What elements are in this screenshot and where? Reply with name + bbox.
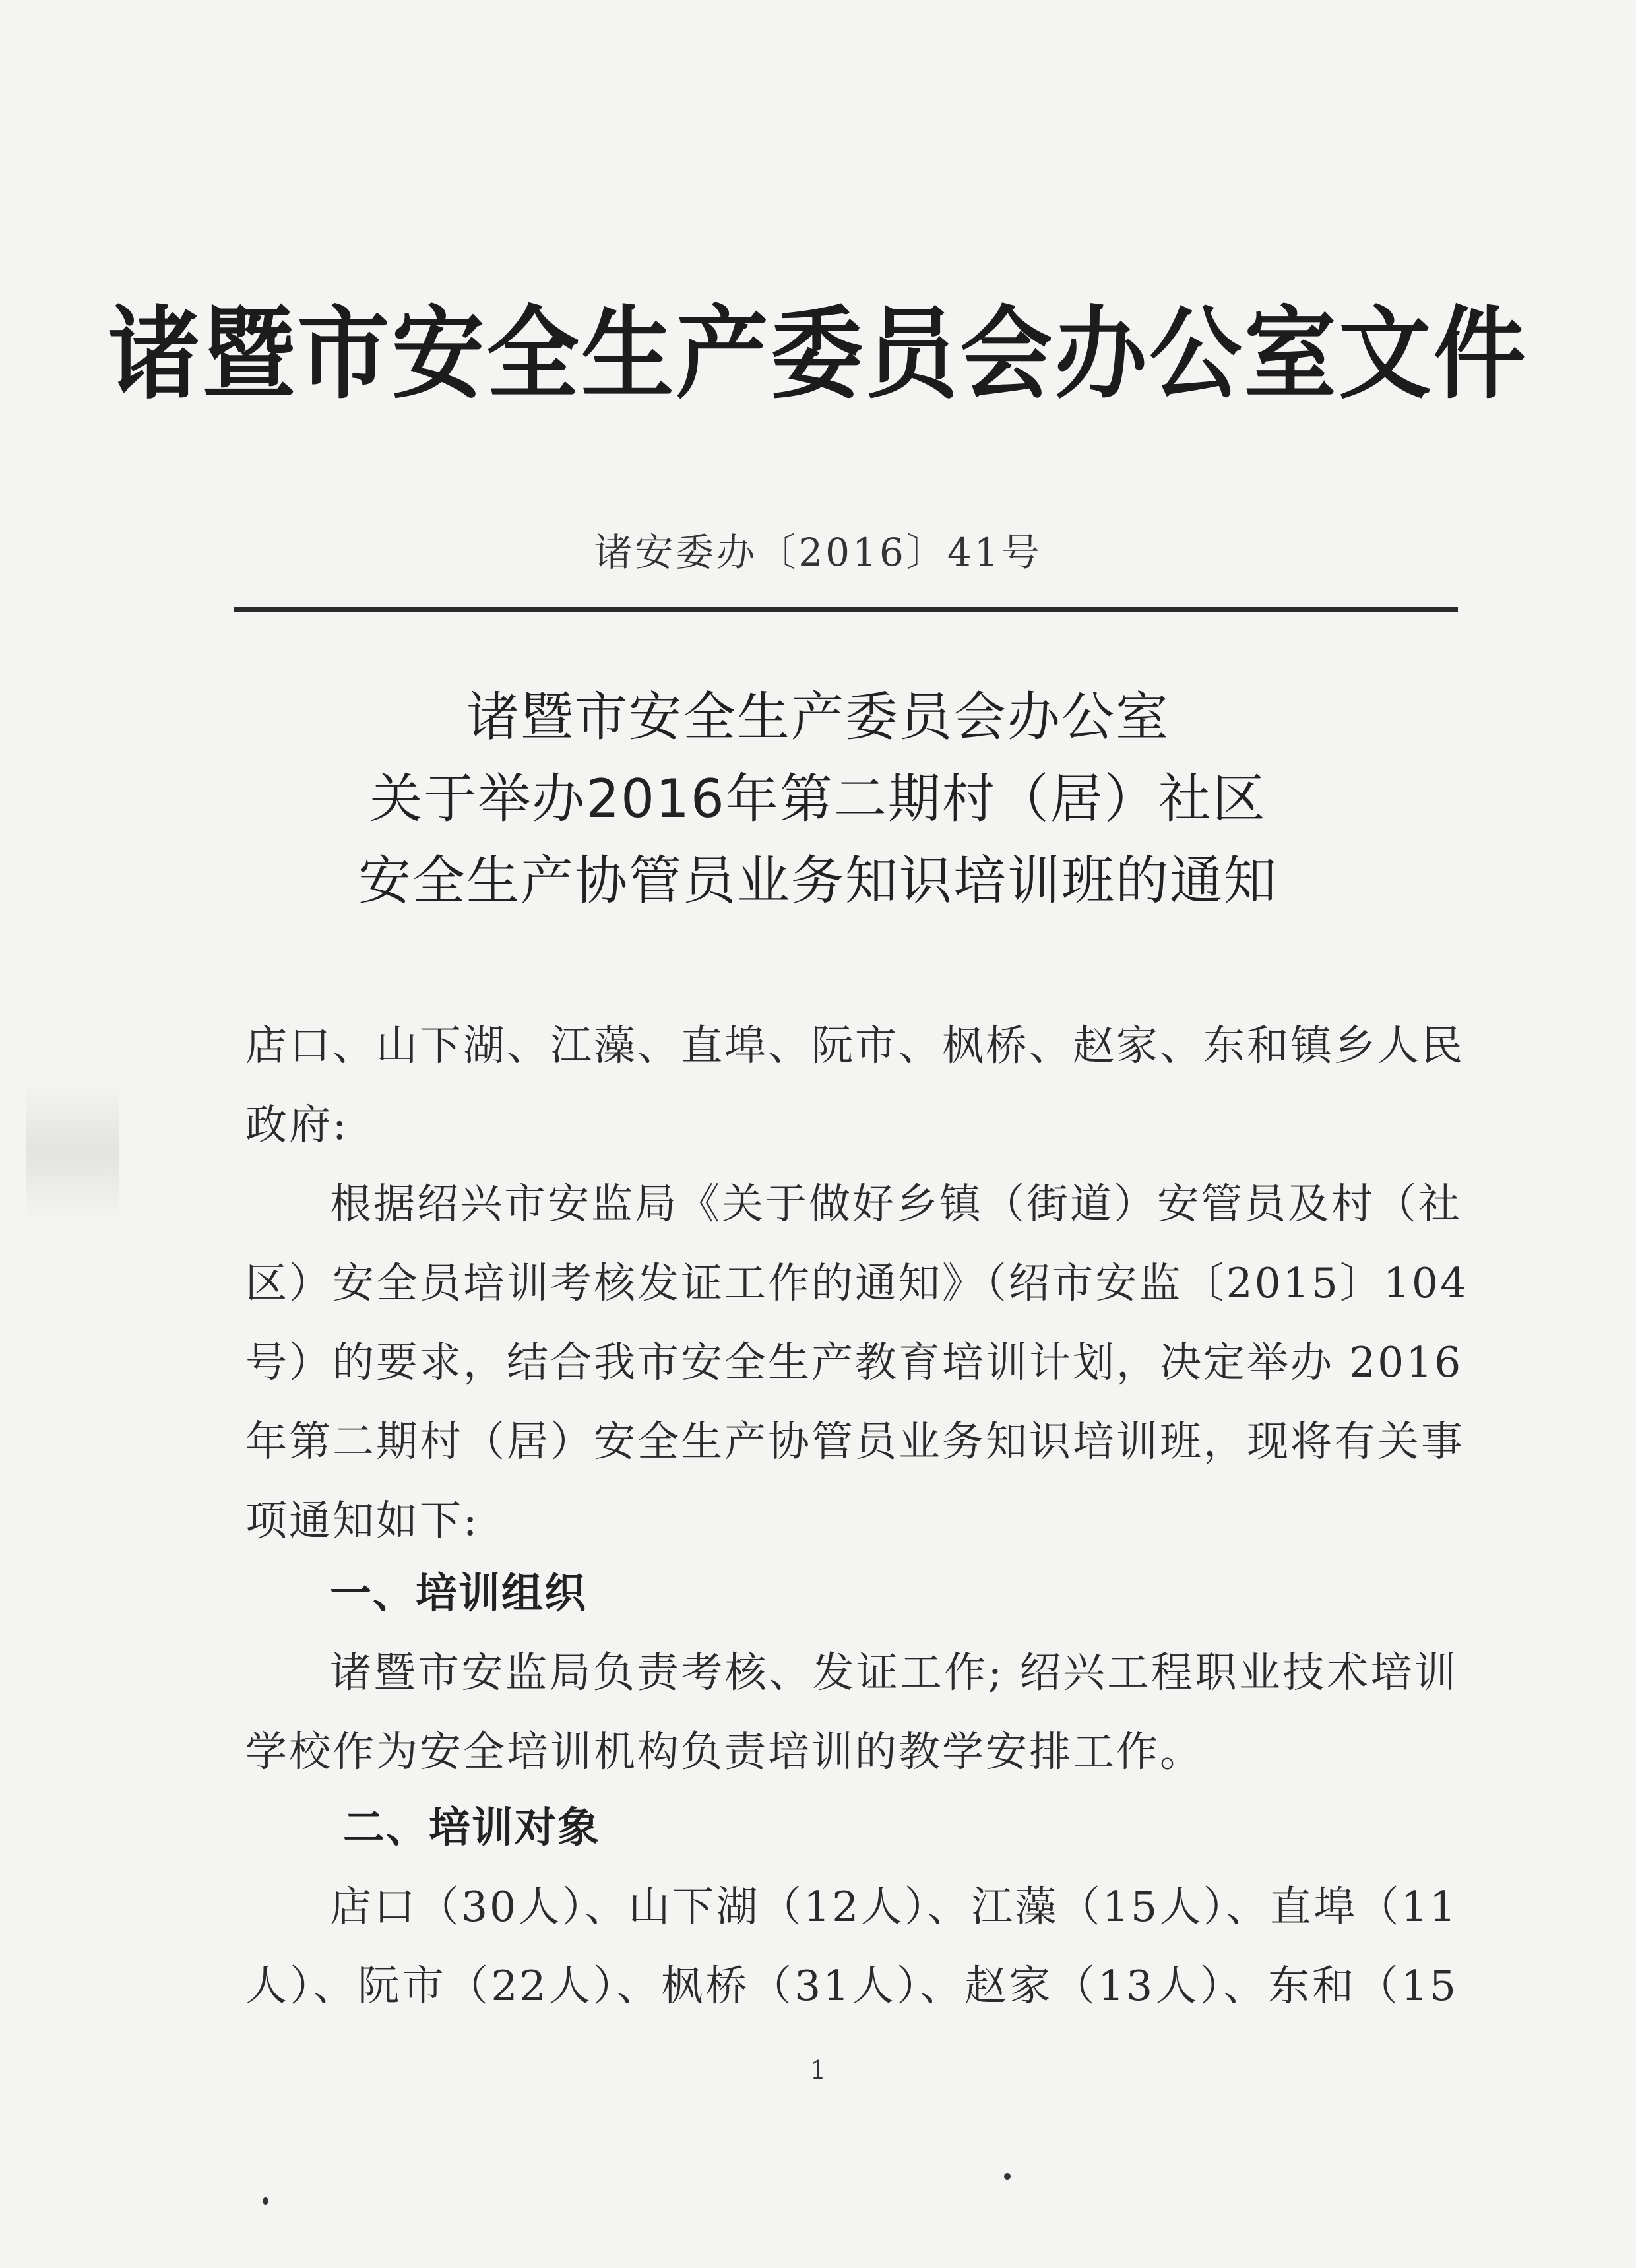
paragraph-1-line-1: 根据绍兴市安监局《关于做好乡镇（街道）安管员及村（社 (330, 1180, 1462, 1228)
paragraph-1-line-5: 项通知如下: (245, 1497, 480, 1545)
scan-speck (1004, 2173, 1011, 2180)
scan-speck (263, 2197, 268, 2205)
paragraph-1-line-3: 号）的要求，结合我市安全生产教育培训计划，决定举办 2016 (245, 1338, 1463, 1386)
section-2-line-1: 店口（30人）、山下湖（12人）、江藻（15人）、直埠（11 (330, 1883, 1458, 1931)
notice-title (0, 676, 1636, 922)
page-number: 1 (809, 2056, 827, 2085)
header-divider (234, 607, 1458, 612)
section-1-heading: 一、培训组织 (330, 1569, 587, 1617)
notice-title-line-1: 诸暨市安全生产委员会办公室 (466, 686, 1170, 748)
recipient-line-2: 政府: (245, 1101, 349, 1149)
notice-title-line-2: 关于举办2016年第二期村（居）社区 (369, 768, 1267, 829)
section-1-line-2: 学校作为安全培训机构负责培训的教学安排工作。 (245, 1728, 1203, 1776)
paragraph-1-line-4: 年第二期村（居）安全生产协管员业务知识培训班，现将有关事 (245, 1417, 1464, 1466)
section-2-line-2: 人）、阮市（22人）、枫桥（31人）、赵家（13人）、东和（15 (245, 1962, 1458, 2010)
document-header-title: 诸暨市安全生产委员会办公室文件 (108, 296, 1528, 412)
recipient-line-1: 店口、山下湖、江藻、直埠、阮市、枫桥、赵家、东和镇乡人民 (245, 1021, 1464, 1070)
notice-title-line-3: 安全生产协管员业务知识培训班的通知 (358, 850, 1278, 911)
section-2-heading: 二、培训对象 (343, 1803, 600, 1852)
scan-artifact (26, 1082, 119, 1221)
document-number: 诸安委办〔2016〕41号 (594, 530, 1042, 575)
section-1-line-1: 诸暨市安监局负责考核、发证工作; 绍兴工程职业技术培训 (330, 1648, 1458, 1697)
paragraph-1-line-2: 区）安全员培训考核发证工作的通知》（绍市安监〔2015〕104 (245, 1259, 1469, 1307)
